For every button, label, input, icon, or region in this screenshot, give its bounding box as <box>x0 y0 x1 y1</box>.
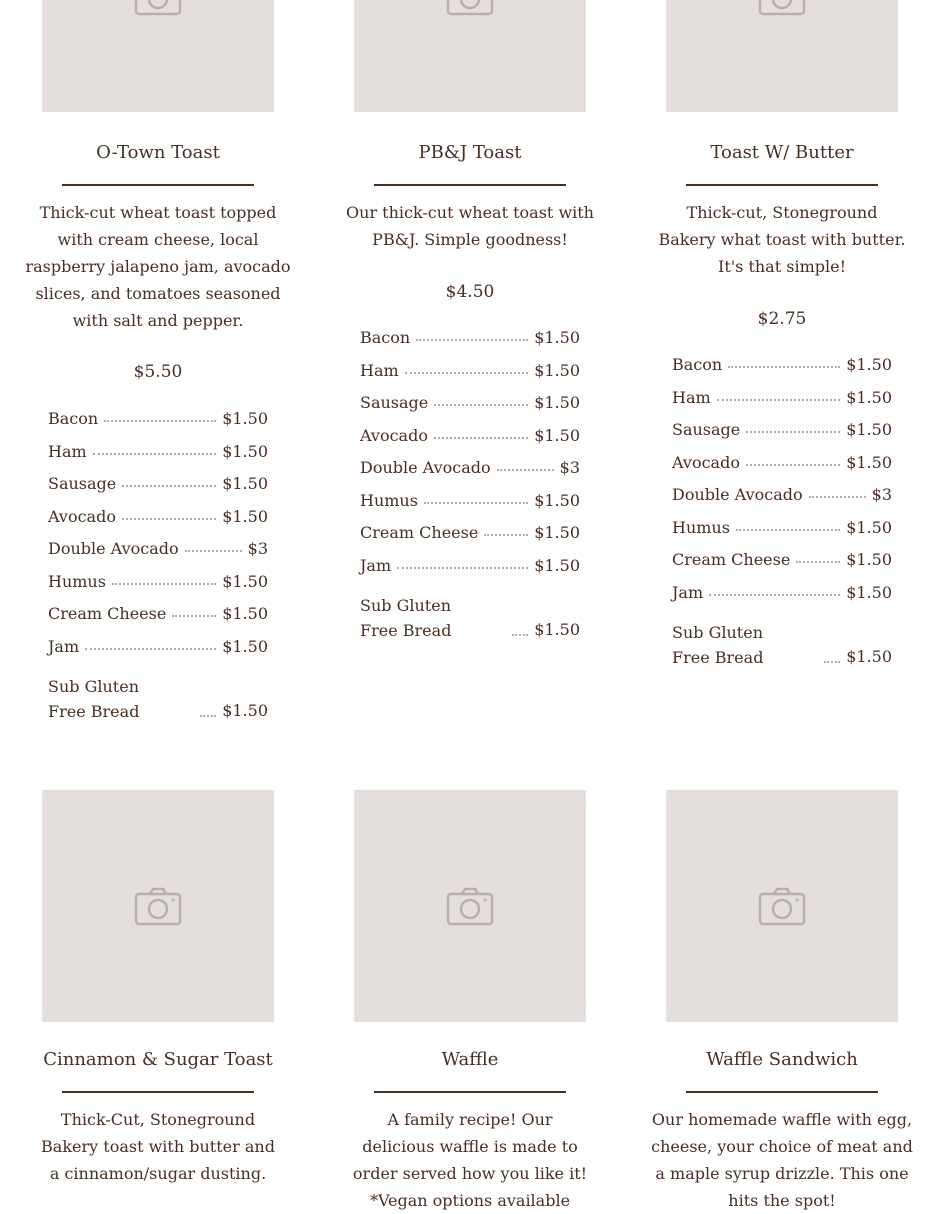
addon-price: $1.50 <box>534 425 580 445</box>
addon-row <box>672 419 892 452</box>
title-divider <box>686 184 878 186</box>
dot-leader <box>709 593 840 596</box>
dot-leader <box>728 365 840 368</box>
dot-leader <box>736 528 840 531</box>
addon-price: $1.50 <box>222 571 268 591</box>
addon-price: $1.50 <box>846 387 892 407</box>
camera-icon <box>133 886 183 926</box>
addon-row <box>360 587 580 643</box>
addon-name: Sausage <box>360 393 429 412</box>
addon-name: Bacon <box>360 328 411 347</box>
dot-leader <box>104 419 216 422</box>
addon-row <box>48 408 268 441</box>
item-title: Cinnamon & Sugar Toast <box>43 1049 273 1070</box>
addon-list <box>360 327 580 643</box>
addon-price: $1.50 <box>534 360 580 380</box>
addon-row <box>360 392 580 425</box>
addon-price: $3 <box>871 485 892 504</box>
camera-icon <box>757 0 807 16</box>
dot-leader <box>434 403 528 406</box>
title-divider <box>62 184 254 186</box>
dot-leader <box>796 560 840 563</box>
addon-row <box>672 614 892 670</box>
addon-row <box>360 327 580 360</box>
addon-price: $1.50 <box>222 441 268 461</box>
addon-row <box>48 441 268 474</box>
item-title: O-Town Toast <box>96 142 220 163</box>
menu-card-o-town-toast <box>13 0 303 760</box>
addon-name: Sub Gluten Free Bread <box>360 596 452 640</box>
addon-price: $1.50 <box>222 701 268 720</box>
dot-leader <box>112 582 216 585</box>
menu-card-cinnamon-sugar-toast <box>13 790 303 1209</box>
addon-row <box>48 473 268 506</box>
addon-price: $1.50 <box>846 647 892 666</box>
addon-price: $3 <box>247 539 268 558</box>
item-description: Thick-cut, Stoneground Bakery what toast with butter. It's that simple! <box>658 203 906 276</box>
addon-price: $1.50 <box>846 550 892 569</box>
addon-name: Humus <box>48 571 106 591</box>
addon-name: Humus <box>672 517 730 537</box>
addon-name: Avocado <box>48 506 116 526</box>
addon-name: Avocado <box>360 425 428 445</box>
dot-leader <box>746 430 840 433</box>
camera-icon <box>757 886 807 926</box>
addon-row <box>360 360 580 393</box>
addon-name: Jam <box>360 555 392 575</box>
dot-leader <box>172 614 216 617</box>
menu-card-toast-w-butter <box>637 0 927 760</box>
addon-name: Bacon <box>48 409 99 428</box>
dot-leader <box>824 660 840 663</box>
addon-price: $1.50 <box>534 523 580 542</box>
addon-row <box>672 484 892 517</box>
addon-name: Avocado <box>672 452 740 472</box>
addon-price: $1.50 <box>846 355 892 374</box>
addon-name: Cream Cheese <box>48 604 167 623</box>
item-photo-placeholder[interactable] <box>42 0 274 112</box>
title-divider <box>62 1091 254 1093</box>
addon-name: Jam <box>672 582 704 602</box>
addon-price: $1.50 <box>222 604 268 623</box>
dot-leader <box>122 517 216 520</box>
item-photo-placeholder[interactable] <box>42 790 274 1022</box>
dot-leader <box>484 533 528 536</box>
addon-price: $1.50 <box>534 490 580 510</box>
dot-leader <box>512 633 528 636</box>
item-price: $4.50 <box>445 282 495 302</box>
addon-name: Cream Cheese <box>360 523 479 542</box>
addon-row <box>672 549 892 582</box>
addon-name: Double Avocado <box>360 458 491 477</box>
menu-card-waffle-sandwich <box>637 790 927 1209</box>
addon-price: $1.50 <box>534 620 580 639</box>
item-description: A family recipe! Our delicious waffle is made to order served how you like it! *Vegan options available <box>352 1110 588 1210</box>
addon-price: $1.50 <box>846 452 892 472</box>
addon-row <box>360 457 580 490</box>
addon-name: Sausage <box>48 474 117 493</box>
menu-card-pbj-toast <box>325 0 615 760</box>
item-description: Thick-cut wheat toast topped with cream cheese, local raspberry jalapeno jam, avocado slices, and tomatoes seasoned with salt and pepper. <box>25 203 291 330</box>
dot-leader <box>200 714 216 717</box>
item-photo-placeholder[interactable] <box>666 0 898 112</box>
addon-row <box>360 490 580 523</box>
addon-name: Cream Cheese <box>672 550 791 569</box>
addon-row <box>672 452 892 485</box>
item-title: Waffle <box>441 1049 499 1070</box>
item-price: $2.75 <box>757 309 807 329</box>
addon-row <box>48 636 268 669</box>
title-divider <box>686 1091 878 1093</box>
addon-price: $1.50 <box>534 555 580 575</box>
camera-icon <box>445 886 495 926</box>
addon-name: Double Avocado <box>48 539 179 558</box>
addon-price: $1.50 <box>846 582 892 602</box>
dot-leader <box>122 484 216 487</box>
dot-leader <box>416 338 528 341</box>
item-title: Toast W/ Butter <box>710 142 854 163</box>
dot-leader <box>405 371 529 374</box>
addon-price: $1.50 <box>534 328 580 347</box>
addon-row <box>672 387 892 420</box>
dot-leader <box>424 501 528 504</box>
addon-row <box>672 582 892 615</box>
addon-price: $1.50 <box>534 393 580 412</box>
item-price: $5.50 <box>133 362 183 382</box>
item-title: PB&J Toast <box>418 142 522 163</box>
title-divider <box>374 184 566 186</box>
addon-name: Ham <box>360 360 399 380</box>
item-photo-placeholder[interactable] <box>354 790 586 1022</box>
addon-row <box>360 522 580 555</box>
addon-price: $1.50 <box>846 420 892 439</box>
addon-price: $3 <box>559 458 580 477</box>
dot-leader <box>93 452 217 455</box>
item-description: Our thick-cut wheat toast with PB&J. Simple goodness! <box>346 203 594 249</box>
addon-name: Double Avocado <box>672 485 803 504</box>
dot-leader <box>809 495 866 498</box>
addon-name: Ham <box>672 387 711 407</box>
addon-price: $1.50 <box>222 409 268 428</box>
item-photo-placeholder[interactable] <box>666 790 898 1022</box>
addon-row <box>48 506 268 539</box>
addon-name: Sub Gluten Free Bread <box>672 623 764 667</box>
menu-card-waffle <box>325 790 615 1209</box>
dot-leader <box>185 549 242 552</box>
dot-leader <box>85 647 216 650</box>
addon-name: Sub Gluten Free Bread <box>48 677 140 721</box>
addon-price: $1.50 <box>222 474 268 493</box>
addon-row <box>48 668 268 724</box>
addon-name: Ham <box>48 441 87 461</box>
addon-row <box>48 571 268 604</box>
title-divider <box>374 1091 566 1093</box>
addon-price: $1.50 <box>222 506 268 526</box>
item-photo-placeholder[interactable] <box>354 0 586 112</box>
dot-leader <box>434 436 528 439</box>
addon-row <box>48 538 268 571</box>
camera-icon <box>133 0 183 16</box>
dot-leader <box>717 398 841 401</box>
addon-price: $1.50 <box>222 636 268 656</box>
dot-leader <box>746 463 840 466</box>
addon-row <box>360 555 580 588</box>
addon-row <box>672 354 892 387</box>
item-title: Waffle Sandwich <box>706 1049 858 1070</box>
addon-row <box>48 603 268 636</box>
addon-list <box>672 354 892 670</box>
addon-list <box>48 408 268 724</box>
addon-row <box>360 425 580 458</box>
addon-name: Sausage <box>672 420 741 439</box>
dot-leader <box>497 468 554 471</box>
addon-name: Bacon <box>672 355 723 374</box>
dot-leader <box>397 566 528 569</box>
camera-icon <box>445 0 495 16</box>
item-description: Our homemade waffle with egg, cheese, your choice of meat and a maple syrup drizzle. This one hits the spot! <box>651 1110 913 1210</box>
addon-name: Jam <box>48 636 80 656</box>
addon-price: $1.50 <box>846 517 892 537</box>
item-description: Thick-Cut, Stoneground Bakery toast with butter and a cinnamon/sugar dusting. <box>41 1110 275 1183</box>
addon-name: Humus <box>360 490 418 510</box>
addon-row <box>672 517 892 550</box>
